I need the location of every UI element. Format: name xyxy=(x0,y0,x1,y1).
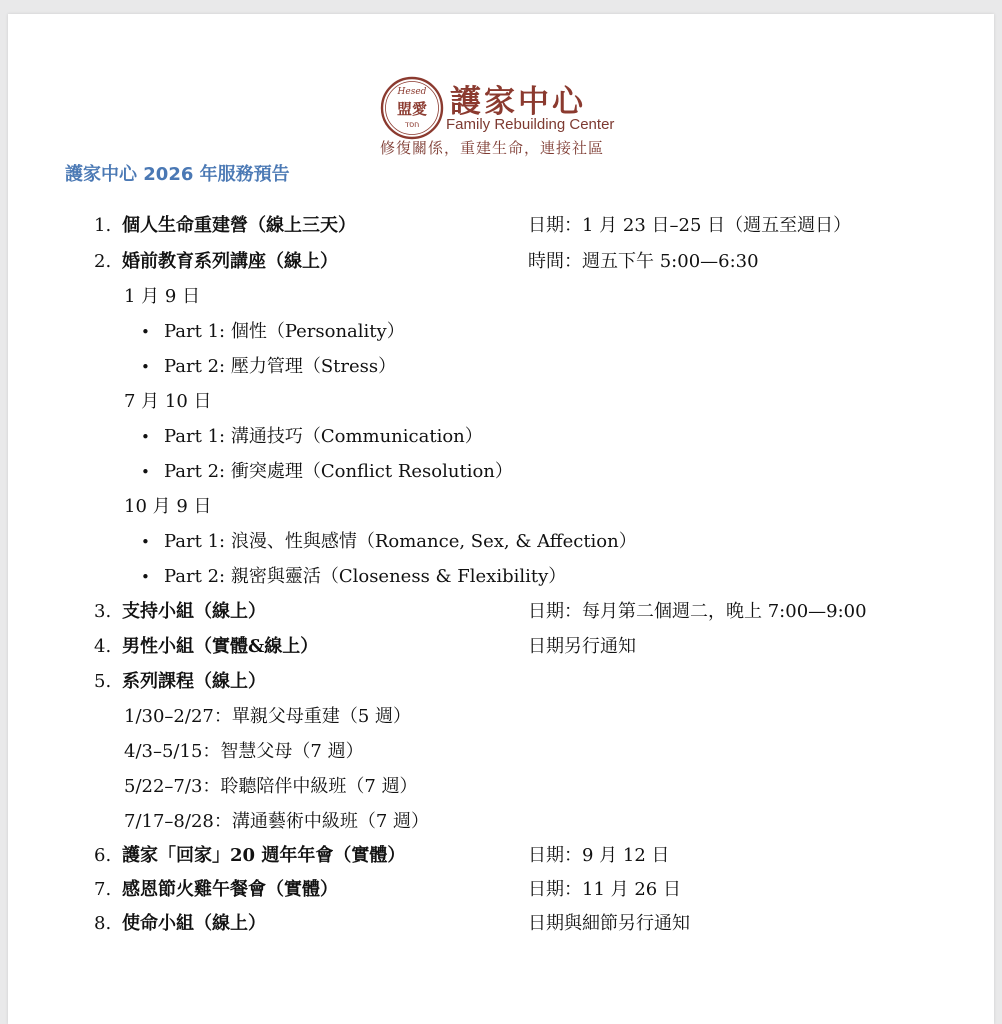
bullet-text: Part 1: 溝通技巧（Communication） xyxy=(164,426,483,447)
bullet-text: Part 1: 個性（Personality） xyxy=(164,321,405,342)
list-item xyxy=(8,250,994,274)
item-label: 使命小組（線上） xyxy=(122,913,266,934)
item-number: 1. xyxy=(94,215,112,236)
svg-text:盟愛: 盟愛 xyxy=(396,100,428,118)
session-date xyxy=(8,495,994,519)
list-item xyxy=(8,844,994,868)
session-date xyxy=(8,390,994,414)
course-item xyxy=(8,810,994,834)
brand-tagline: 修復關係，重建生命，連接社區 xyxy=(380,139,605,157)
bullet-item xyxy=(8,460,994,484)
letterhead xyxy=(8,74,994,174)
list-item xyxy=(8,912,994,936)
brand-english-name: Family Rebuilding Center xyxy=(446,116,615,133)
item-date: 日期：每月第二個週二，晚上 7:00—9:00 xyxy=(528,601,867,622)
item-date: 日期與細節另行通知 xyxy=(528,913,690,934)
bullet-dot-icon: • xyxy=(141,533,150,551)
hesed-seal-logo xyxy=(380,76,444,140)
item-date: 日期：11 月 26 日 xyxy=(528,879,681,900)
item-label: 感恩節火雞午餐會（實體） xyxy=(122,879,338,900)
item-label: 男性小組（實體&線上） xyxy=(122,636,319,657)
item-label: 護家「回家」20 週年年會（實體） xyxy=(122,845,406,866)
item-date: 日期：1 月 23 日–25 日（週五至週日） xyxy=(528,215,852,236)
list-item xyxy=(8,635,994,659)
bullet-item xyxy=(8,530,994,554)
item-date: 日期：9 月 12 日 xyxy=(528,845,670,866)
svg-text:Hesed: Hesed xyxy=(397,87,427,97)
bullet-text: Part 2: 親密與靈活（Closeness & Flexibility） xyxy=(164,566,567,587)
course-item xyxy=(8,775,994,799)
bullet-item xyxy=(8,565,994,589)
course-text: 4/3–5/15：智慧父母（7 週） xyxy=(124,741,364,762)
brand-chinese-name: 護家中心 xyxy=(450,84,586,120)
item-date: 日期另行通知 xyxy=(528,636,636,657)
course-text: 7/17–8/28：溝通藝術中級班（7 週） xyxy=(124,811,430,832)
item-number: 7. xyxy=(94,879,112,900)
item-label: 個人生命重建營（線上三天） xyxy=(122,215,356,236)
item-number: 8. xyxy=(94,913,112,934)
bullet-dot-icon: • xyxy=(141,358,150,376)
svg-text:חסד: חסד xyxy=(404,120,420,129)
session-date xyxy=(8,285,994,309)
bullet-dot-icon: • xyxy=(141,428,150,446)
list-item xyxy=(8,214,994,238)
item-number: 2. xyxy=(94,251,112,272)
item-label: 婚前教育系列講座（線上） xyxy=(122,251,338,272)
item-number: 5. xyxy=(94,671,112,692)
document-title: 護家中心 2026 年服務預告 xyxy=(65,164,290,185)
course-text: 5/22–7/3：聆聽陪伴中級班（7 週） xyxy=(124,776,418,797)
item-date: 時間：週五下午 5:00—6:30 xyxy=(528,251,759,272)
bullet-dot-icon: • xyxy=(141,568,150,586)
bullet-item xyxy=(8,320,994,344)
item-number: 4. xyxy=(94,636,112,657)
item-label: 支持小組（線上） xyxy=(122,601,266,622)
bullet-item xyxy=(8,425,994,449)
list-item xyxy=(8,878,994,902)
course-item xyxy=(8,740,994,764)
item-number: 3. xyxy=(94,601,112,622)
bullet-item xyxy=(8,355,994,379)
item-number: 6. xyxy=(94,845,112,866)
course-text: 1/30–2/27：單親父母重建（5 週） xyxy=(124,706,412,727)
bullet-text: Part 1: 浪漫、性與感情（Romance, Sex, & Affection） xyxy=(164,531,637,552)
course-item xyxy=(8,705,994,729)
bullet-dot-icon: • xyxy=(141,463,150,481)
bullet-text: Part 2: 衝突處理（Conflict Resolution） xyxy=(164,461,513,482)
session-date-text: 10 月 9 日 xyxy=(124,496,212,517)
session-date-text: 7 月 10 日 xyxy=(124,391,212,412)
document-page xyxy=(8,14,994,1024)
bullet-text: Part 2: 壓力管理（Stress） xyxy=(164,356,397,377)
session-date-text: 1 月 9 日 xyxy=(124,286,201,307)
bullet-dot-icon: • xyxy=(141,323,150,341)
list-item xyxy=(8,600,994,624)
list-item xyxy=(8,670,994,694)
item-label: 系列課程（線上） xyxy=(122,671,266,692)
